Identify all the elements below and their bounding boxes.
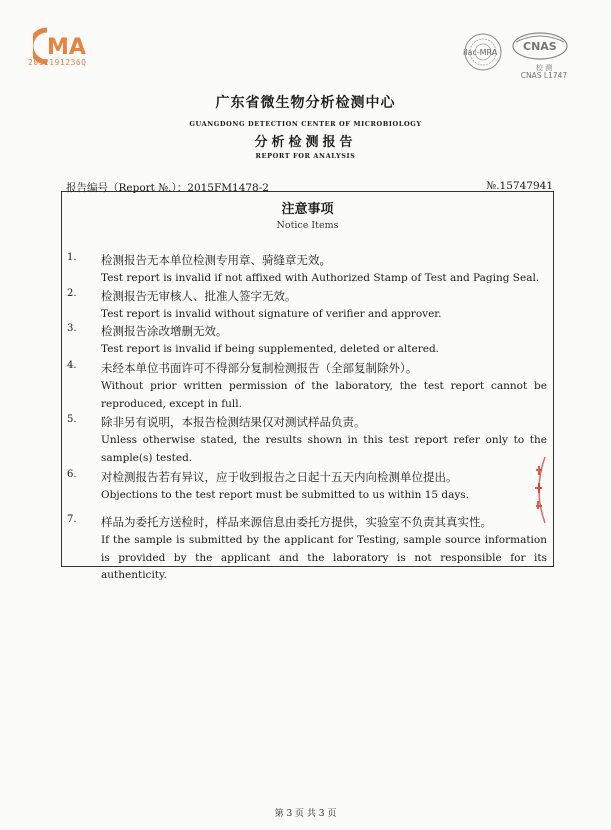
item-number: 3. [67, 323, 77, 334]
cnas-sub-cn: 校 测 [535, 64, 553, 72]
item-text-cn: 检测报告涂改增删无效。 [101, 324, 228, 338]
item-text-cn: 检测报告无本单位检测专用章、骑缝章无效。 [101, 253, 331, 267]
notice-box [61, 191, 554, 581]
report-title-cn: 分析检测报告 [254, 135, 357, 150]
cnas-number: CNAS L1747 [520, 71, 568, 80]
item-number: 7. [67, 514, 77, 525]
serial-number: №.15747941 [486, 180, 553, 192]
report-title-en: REPORT FOR ANALYSIS [255, 152, 356, 160]
item-text-cn: 未经本单位书面许可不得部分复制检测报告（全部复制除外）。 [101, 361, 418, 375]
item-text-cn: 除非另有说明，本报告检测结果仅对测试样品负责。 [101, 415, 366, 429]
item-text-en: Test report is invalid without signature of verifier and approver. [101, 308, 442, 320]
cma-number: 2012191236Q [28, 58, 87, 67]
notice-title-cn: 注意事项 [281, 202, 334, 217]
item-text-cn: 检测报告无审核人、批准人签字无效。 [101, 289, 297, 303]
cnas-caption [509, 64, 579, 80]
cnas-logo-text: CNAS [523, 40, 557, 53]
center-name-cn: 广东省微生物分析检测中心 [215, 95, 396, 111]
center-name-en: GUANGDONG DETECTION CENTER OF MICROBIOLOGY [189, 120, 422, 128]
item-text-en: If the sample is submitted by the applicant for Testing, sample source information is provided by the applicant and the laboratory is not responsible for its authenticity. [101, 534, 547, 581]
item-text-en: Test report is invalid if not affixed with Authorized Stamp of Test and Paging Seal. [101, 272, 540, 284]
cma-logo-text: MA [47, 35, 86, 60]
ilac-mra-logo [457, 30, 513, 76]
item-text-en: Objections to the test report must be submitted to us within 15 days. [101, 489, 470, 501]
item-number: 1. [67, 252, 77, 263]
report-number: 报告编号（Report №.）：2015FM1478-2 [66, 182, 269, 194]
item-number: 4. [67, 360, 77, 371]
item-number: 2. [67, 288, 77, 299]
item-text-en: Test report is invalid if being supplemented, deleted or altered. [101, 343, 440, 355]
notice-title-en: Notice Items [276, 220, 339, 231]
page-number: 第 3 页 共 3 页 [274, 809, 337, 819]
item-text-cn: 对检测报告若有异议，应于收到报告之日起十五天内向检测单位提出。 [101, 470, 458, 484]
paging-seal-stamp [527, 455, 549, 525]
ilac-logo-text: ilac-MRA [463, 48, 498, 57]
item-text-en: Unless otherwise stated, the results shown in this test report refer only to the sample(s) tested. [101, 434, 547, 464]
item-text-cn: 样品为委托方送检时，样品来源信息由委托方提供，实验室不负责其真实性。 [101, 515, 492, 529]
item-text-en: Without prior written permission of the laboratory, the test report cannot be reproduced, except in full. [101, 380, 547, 410]
item-number: 6. [67, 469, 77, 480]
item-number: 5. [67, 414, 77, 425]
